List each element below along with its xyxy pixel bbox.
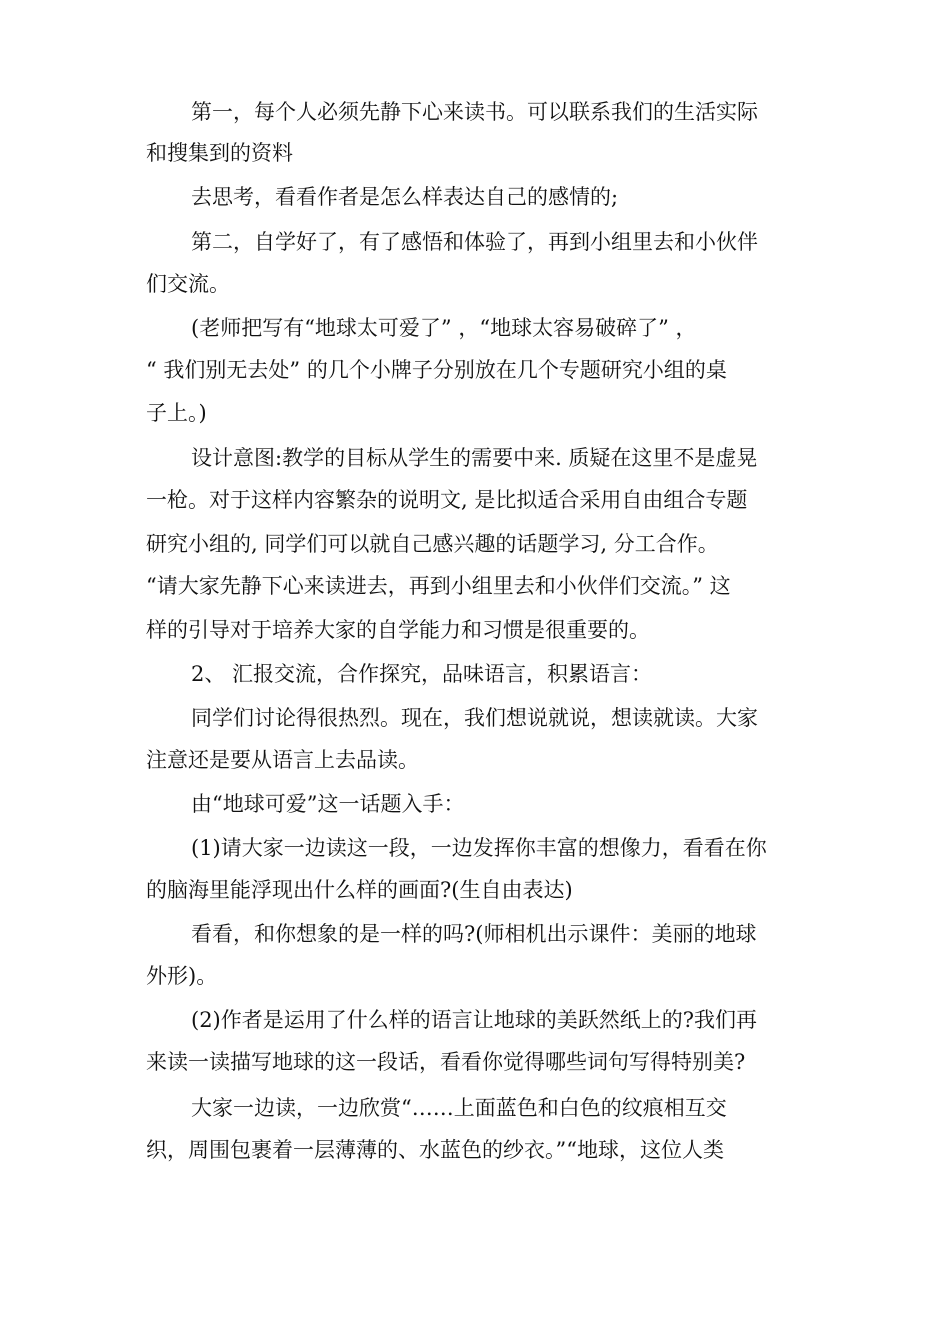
text-line: (2)作者是运用了什么样的语言让地球的美跃然纸上的?我们再: [191, 1008, 758, 1032]
text-line: 设计意图:教学的目标从学生的需要中来. 质疑在这里不是虚晃: [191, 446, 758, 470]
text-line: 研究小组的, 同学们可以就自己感兴趣的话题学习, 分工合作。: [146, 532, 719, 556]
text-line: 来读一读描写地球的这一段话，看看你觉得哪些词句写得特别美?: [146, 1050, 746, 1074]
text-line: 们交流。: [146, 272, 230, 296]
text-line: 第一，每个人必须先静下心来读书。可以联系我们的生活实际: [191, 100, 758, 124]
text-line: 看看，和你想象的是一样的吗?(师相机出示课件：美丽的地球: [191, 922, 757, 946]
text-line: 第二，自学好了，有了感悟和体验了，再到小组里去和小伙伴: [191, 230, 758, 254]
text-line: 去思考，看看作者是怎么样表达自己的感情的;: [191, 185, 619, 209]
text-line: 织，周围包裹着一层薄薄的、水蓝色的纱衣。”“地球，这位人类: [146, 1138, 724, 1162]
text-line: (1)请大家一边读这一段，一边发挥你丰富的想像力，看看在你: [191, 836, 767, 860]
text-line: 子上。): [146, 401, 207, 425]
text-line: 一枪。对于这样内容繁杂的说明文, 是比拟适合采用自由组合专题: [146, 488, 748, 512]
text-line: 和搜集到的资料: [146, 141, 293, 165]
text-line: (老师把写有“地球太可爱了” ，“地球太容易破碎了” ，: [191, 316, 697, 340]
text-line: 注意还是要从语言上去品读。: [146, 748, 419, 772]
text-line: 由“地球可爱”这一话题入手：: [191, 792, 465, 816]
text-line: 的脑海里能浮现出什么样的画面?(生自由表达): [146, 878, 573, 902]
text-line: 样的引导对于培养大家的自学能力和习惯是很重要的。: [146, 618, 650, 642]
text-line: 2、 汇报交流，合作探究，品味语言，积累语言：: [191, 662, 653, 686]
text-line: 外形)。: [146, 964, 218, 988]
text-line: “ 我们别无去处” 的几个小牌子分别放在几个专题研究小组的桌: [146, 358, 727, 382]
text-line: 同学们讨论得很热烈。现在，我们想说就说，想读就读。大家: [191, 706, 758, 730]
text-line: 大家一边读，一边欣赏“……上面蓝色和白色的纹痕相互交: [191, 1096, 727, 1120]
text-line: “请大家先静下心来读进去，再到小组里去和小伙伴们交流。” 这: [146, 574, 731, 598]
